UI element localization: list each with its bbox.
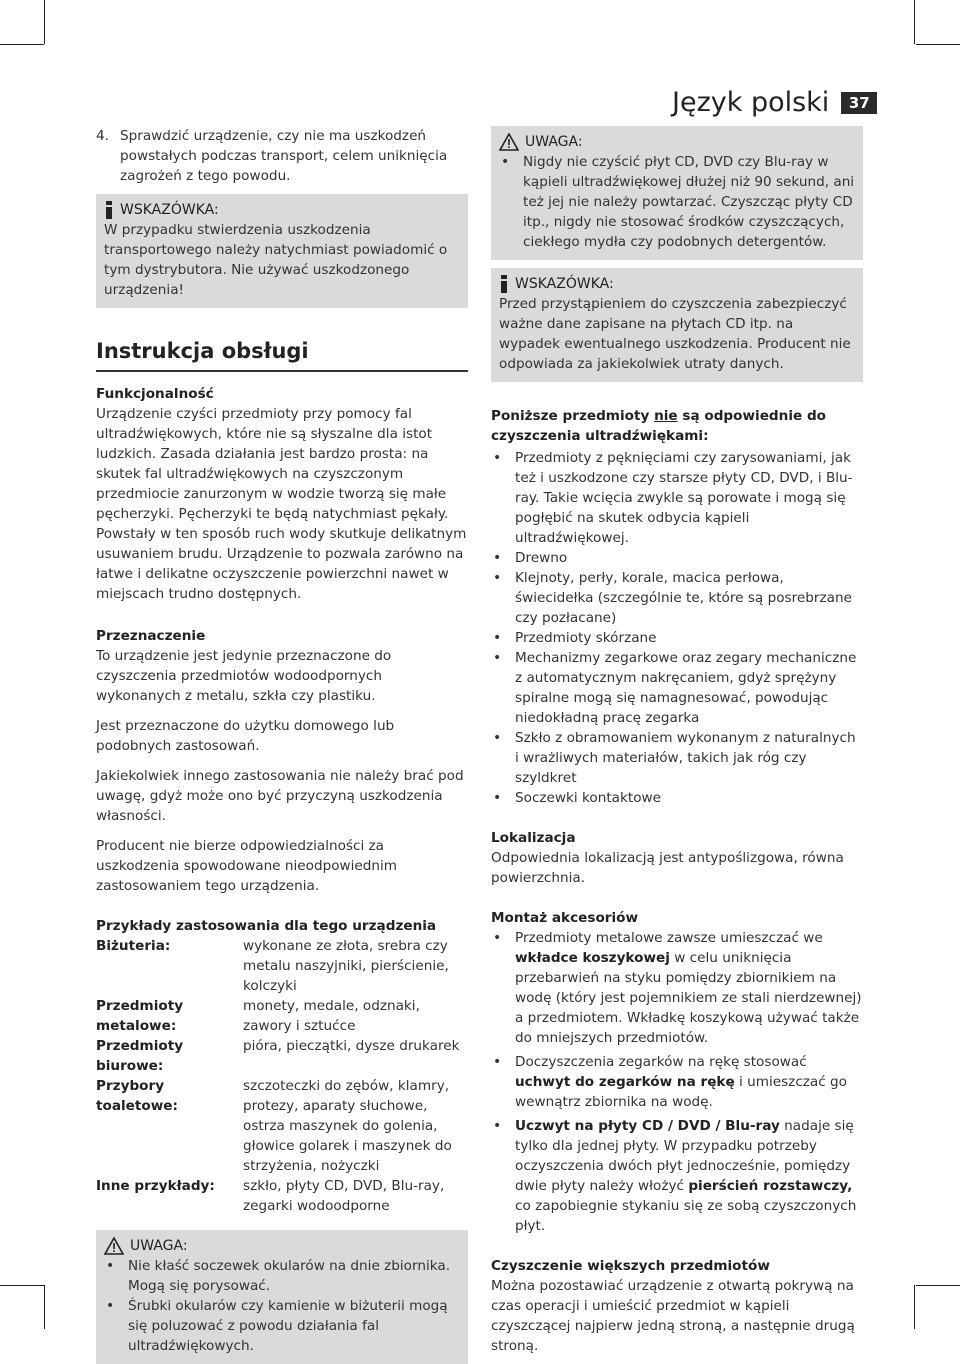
warning-item: • Nie kłaść soczewek okularów na dnie zbiornika. Mogą się porysować.	[104, 1256, 460, 1296]
hint-title: WSKAZÓWKA:	[120, 202, 219, 218]
example-value: monety, medale, odznaki, zawory i sztućce	[243, 998, 420, 1034]
example-row	[96, 1076, 468, 1176]
crop-mark	[914, 1285, 915, 1329]
purpose-paragraph: To urządzenie jest jedynie przeznaczone do czyszczenia przedmiotów wodoodpornych wykonanych z metalu, szkła czy plastiku.	[96, 648, 392, 704]
unsuitable-item: • Mechanizmy zegarkowe oraz zegary mechaniczne z automatycznym nakręcaniem, gdyż sprężyny spiralne mogą się namagnesować, powodując niedokładną pracę zegarka	[491, 648, 863, 728]
hint-title-row	[104, 200, 460, 220]
item-text: Doczyszczenia zegarków na rękę stosować	[515, 1054, 807, 1070]
crop-mark	[916, 44, 960, 45]
example-label: Przybory toaletowe:	[96, 1078, 178, 1114]
example-value: wykonane ze złota, srebra czy metalu naszyjniki, pierścienie, kolczyki	[243, 938, 449, 994]
warning-item: • Nigdy nie czyścić płyt CD, DVD czy Blu-ray w kąpieli ultradźwiękowej dłużej niż 90 sekund, ani też jej nie należy powtarzać. Czyszcząc płyty CD itp., nigdy nie stosować środków czyszczących, ciekłego mydła czy podobnych detergentów.	[499, 152, 855, 252]
example-row	[96, 1176, 468, 1216]
item-text: w celu uniknięcia przebarwień na styku pomiędzy zbiornikiem na wodę (który jest pojemnikiem ze stali nierdzewnej) a przedmiotem. Wkładkę koszykową używać także do mniejszych przedmiotów.	[515, 950, 862, 1046]
example-value: pióra, pieczątki, dysze drukarek	[243, 1038, 460, 1054]
step-4	[96, 126, 468, 186]
warning-list	[104, 1256, 460, 1356]
location-text: Odpowiednia lokalizacją jest antypoślizgowa, równa powierzchnia.	[491, 850, 844, 886]
example-label: Przedmioty metalowe:	[96, 998, 184, 1034]
example-label: Inne przykłady:	[96, 1178, 215, 1194]
item-bold: pierścień rozstawczy,	[688, 1178, 853, 1194]
item-bold: wkładce koszykowej	[515, 950, 670, 966]
language-title: Język polski	[672, 87, 830, 118]
example-label: Biżuteria:	[96, 938, 171, 954]
item-text: co zapobiegnie stykaniu się ze sobą czyszczonych płyt.	[515, 1198, 857, 1234]
functionality-heading: Funkcjonalność	[96, 386, 214, 402]
unsuitable-item: • Przedmioty z pęknięciami czy zarysowaniami, jak też i uszkodzone czy starsze płyty CD, DVD, i Blu-ray. Takie wcięcia zwykle są porowate i mogą się pogłębić na skutek odbycia kąpieli ultradźwiękowej.	[491, 448, 863, 548]
hint-text: W przypadku stwierdzenia uszkodzenia transportowego należy natychmiast powiadomić o tym dystrybutora. Nie używać uszkodzonego urządzenia!	[104, 222, 448, 298]
crop-mark	[916, 1285, 960, 1286]
hint-box	[96, 194, 468, 308]
step-number: 4.	[96, 128, 109, 144]
example-row	[96, 936, 468, 996]
unsuitable-heading	[491, 406, 863, 446]
location-heading: Lokalizacja	[491, 830, 576, 846]
example-label: Przedmioty biurowe:	[96, 1038, 184, 1074]
accessories-list	[491, 928, 863, 1236]
crop-mark	[0, 1285, 44, 1286]
examples-heading: Przykłady zastosowania dla tego urządzenia	[96, 918, 437, 934]
hint-title-row	[499, 274, 855, 294]
section-title: Instrukcja obsługi	[96, 338, 468, 372]
example-value: szkło, płyty CD, DVD, Blu-ray, zegarki wodoodporne	[243, 1178, 445, 1214]
unsuitable-heading-not: nie	[654, 408, 678, 424]
hint-box	[491, 268, 863, 382]
warning-triangle-icon	[499, 133, 519, 151]
accessories-item	[491, 1116, 863, 1236]
examples-table	[96, 936, 468, 1216]
example-value: szczoteczki do zębów, klamry, protezy, aparaty słuchowe, ostrza maszynek do golenia, głowice golarek i maszynek do strzyżenia, nożyczki	[243, 1078, 452, 1174]
warning-title: UWAGA:	[525, 134, 583, 150]
crop-mark	[44, 1285, 45, 1329]
larger-items-heading: Czyszczenie większych przedmiotów	[491, 1258, 770, 1274]
item-bold: Uczwyt na płyty CD / DVD / Blu-ray	[515, 1118, 780, 1134]
purpose-paragraph: Jest przeznaczone do użytku domowego lub podobnych zastosowań.	[96, 718, 395, 754]
hint-title: WSKAZÓWKA:	[515, 276, 614, 292]
warning-box	[491, 126, 863, 260]
unsuitable-heading-part: Poniższe przedmioty	[491, 408, 655, 424]
warning-triangle-icon	[104, 1237, 124, 1255]
unsuitable-list	[491, 448, 863, 808]
accessories-heading: Montaż akcesoriów	[491, 910, 639, 926]
unsuitable-item: • Klejnoty, perły, korale, macica perłowa, świecidełka (szczególnie te, które są posrebrzane czy pozłacane)	[491, 568, 863, 628]
purpose-paragraph: Jakiekolwiek innego zastosowania nie należy brać pod uwagę, gdyż może ono być przyczyną uszkodzenia własności.	[96, 768, 464, 824]
example-row	[96, 996, 468, 1036]
accessories-item	[491, 928, 863, 1048]
left-column	[96, 126, 468, 1364]
unsuitable-item: • Przedmioty skórzane	[491, 628, 863, 648]
accessories-item	[491, 1052, 863, 1112]
step-text: Sprawdzić urządzenie, czy nie ma uszkodzeń powstałych podczas transport, celem uniknięcia zagrożeń z tego powodu.	[120, 128, 448, 184]
item-text: i umieszczać go wewnątrz zbiornika na wodę.	[515, 1074, 848, 1110]
info-icon	[499, 275, 509, 293]
item-text: nadaje się tylko dla jednej płyty. W przypadku potrzeby oczyszczenia dwóch płyt jednocześnie, pomiędzy dwie płyty należy włożyć	[515, 1118, 854, 1194]
right-column	[491, 86, 863, 1362]
crop-mark	[0, 44, 44, 45]
unsuitable-item: • Szkło z obramowaniem wykonanym z naturalnych i wrażliwych materiałów, takich jak róg czy szyldkret	[491, 728, 863, 788]
warning-title: UWAGA:	[130, 1238, 188, 1254]
functionality-text: Urządzenie czyści przedmioty przy pomocy fal ultradźwiękowych, które nie są słyszalne dla istot ludzkich. Zasada działania jest bardzo prosta: na skutek fal ultradźwiękowych na czyszczonym przedmiocie zanurzonym w wodzie tworzą się małe pęcherzyki. Pęcherzyki te będą natychmiast pękały. Powstały w ten sposób ruch wody skutkuje delikatnym usuwaniem brudu. Urządzenie to pozwala zarówno na łatwe i delikatne oczyszczenie powierzchni nawet w miejscach trudno dostępnych.	[96, 406, 467, 602]
warning-item: • Śrubki okularów czy kamienie w biżuterii mogą się poluzować z powodu działania fal ultradźwiękowych.	[104, 1296, 460, 1356]
example-row	[96, 1036, 468, 1076]
hint-text: Przed przystąpieniem do czyszczenia zabezpieczyć ważne dane zapisane na płytach CD itp. na wypadek ewentualnego uszkodzenia. Producent nie odpowiada za jakiekolwiek utraty danych.	[499, 296, 851, 372]
unsuitable-item: • Soczewki kontaktowe	[491, 788, 863, 808]
item-bold: uchwyt do zegarków na rękę	[515, 1074, 735, 1090]
crop-mark	[44, 0, 45, 44]
warning-box	[96, 1230, 468, 1364]
purpose-paragraph: Producent nie bierze odpowiedzialności za uszkodzenia spowodowane nieodpowiednim zastosowaniem tego urządzenia.	[96, 838, 398, 894]
unsuitable-item: • Drewno	[491, 548, 863, 568]
warning-list	[499, 152, 855, 252]
unsuitable-heading-part: są odpowiednie do czyszczenia ultradźwiękami:	[491, 408, 827, 444]
info-icon	[104, 201, 114, 219]
larger-items-text: Można pozostawiać urządzenie z otwartą pokrywą na czas operacji i umieścić przedmiot w kąpieli czyszczącej najpierw jedną stroną, a następnie drugą stroną.	[491, 1278, 855, 1354]
purpose-heading: Przeznaczenie	[96, 628, 206, 644]
page-number-badge: 37	[841, 92, 877, 114]
warning-title-row	[104, 1236, 460, 1256]
warning-title-row	[499, 132, 855, 152]
item-text: Przedmioty metalowe zawsze umieszczać we	[515, 930, 823, 946]
crop-mark	[914, 0, 915, 44]
